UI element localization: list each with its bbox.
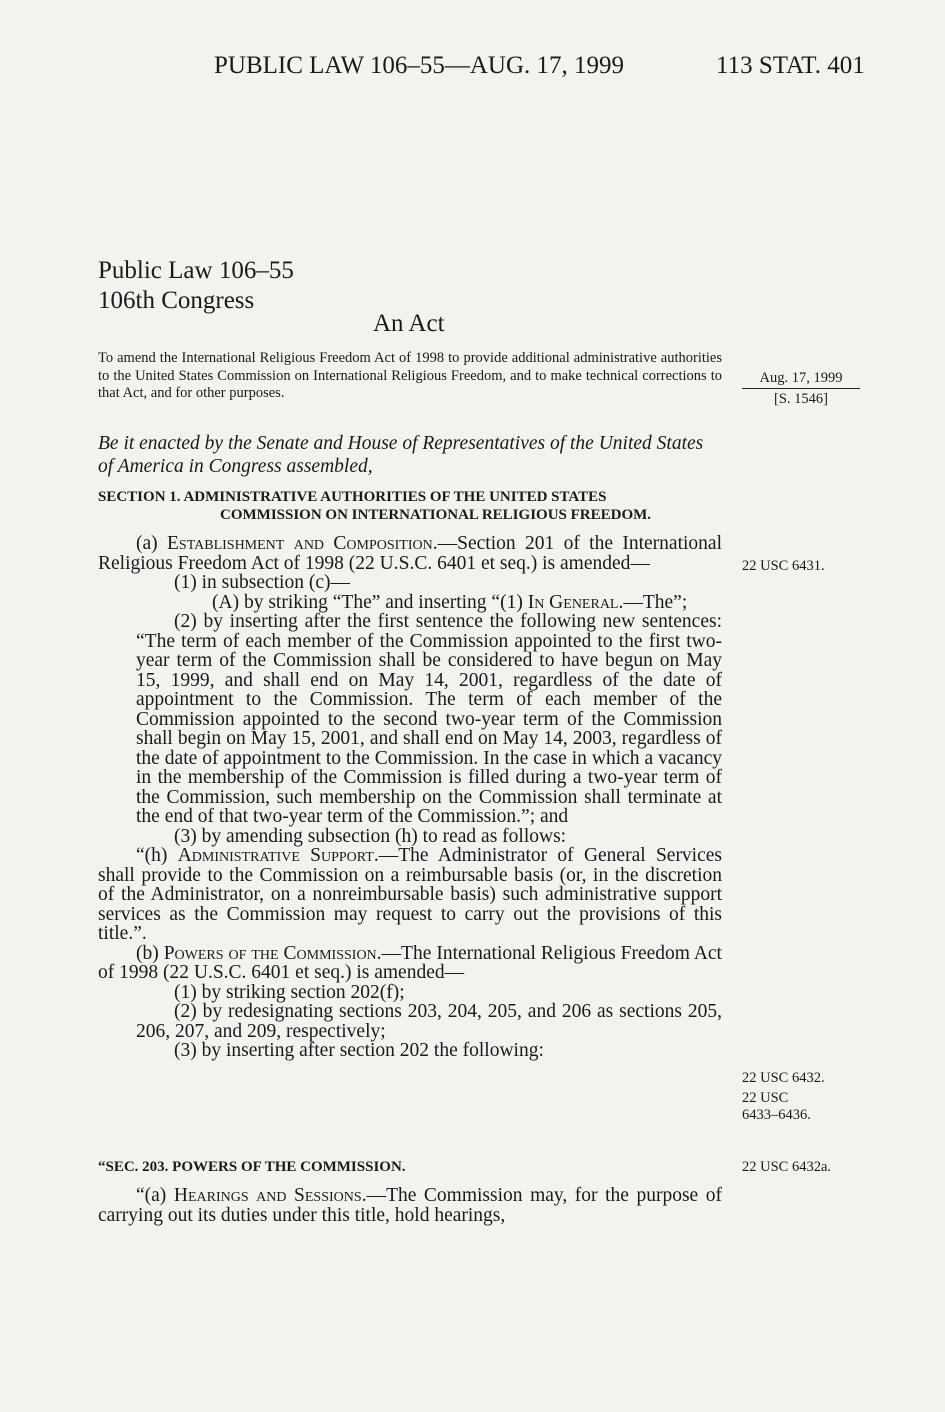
paragraph-b1: (1) by striking section 202(f); — [174, 981, 405, 1003]
margin-date: Aug. 17, 1999 — [759, 370, 843, 386]
margin-date-block — [742, 369, 860, 408]
section-1-body — [98, 534, 722, 1061]
paragraph-a1: (1) in subsection (c)— — [174, 572, 350, 593]
margin-note-6433-a: 22 USC — [742, 1090, 789, 1106]
enacting-clause: Be it enacted by the Senate and House of Representatives of the United States of America in Congress assembled, — [98, 433, 704, 477]
section-1-heading-line2: COMMISSION ON INTERNATIONAL RELIGIOUS FREEDOM. — [220, 507, 652, 523]
act-title: An Act — [373, 310, 445, 337]
subsection-h-caption: Administrative Support — [177, 845, 374, 866]
section-203-body — [98, 1186, 722, 1226]
margin-bill-number: [S. 1546] — [774, 391, 828, 407]
margin-divider — [742, 388, 860, 389]
purpose-statement: To amend the International Religious Freedom Act of 1998 to provide additional administrative authorities to the United States Commission on International Religious Freedom, and to make technical corrections to that Act, and for other purposes. — [98, 350, 722, 401]
paragraph-a2: (2) by inserting after the first sentence the following new sentences: “The term of each member of the Commission appointed to the first two-year term of the Commission shall be considered to have begun on May 15, 1999, and shall end on May 14, 2001, regardless of the date of appointment to the Commission. The term of each member of the Commission appointed to the second two-year term of the Commission shall begin on May 15, 2001, and shall end on May 14, 2003, regardless of the date of appointment to the Commission. In the case in which a vacancy in the membership of the Commission is filled during a two-year term of the Commission, such membership on the Commission shall terminate at the end of that two-year term of the Commission.”; and — [136, 611, 722, 827]
law-designation — [98, 256, 294, 316]
subsection-b-caption: Powers of the Commission — [163, 942, 377, 964]
paragraph-b2: (2) by redesignating sections 203, 204, 205, and 206 as sections 205, 206, 207, and 209, respectively; — [136, 1001, 722, 1042]
subsection-a: (a) Establishment and Composition.—Section 201 of the International Religious Freedom Act of 1998 (22 U.S.C. 6401 et seq.) is amended— — [98, 533, 722, 574]
section-1-heading-line1: SECTION 1. ADMINISTRATIVE AUTHORITIES OF THE UNITED STATES — [98, 489, 607, 505]
section-1-heading — [98, 488, 722, 524]
subsection-b: (b) Powers of the Commission.—The International Religious Freedom Act of 1998 (22 U.S.C. 6401 et seq.) is amended— — [98, 942, 722, 983]
paragraph-b3: (3) by inserting after section 202 the following: — [174, 1040, 544, 1061]
margin-note-6431: 22 USC 6431. — [742, 558, 825, 574]
public-law-number: Public Law 106–55 — [98, 257, 294, 284]
section-203-subsection-a-caption: Hearings and Sessions — [173, 1185, 362, 1206]
header-stat-page: 113 STAT. 401 — [716, 52, 865, 79]
margin-note-6432: 22 USC 6432. — [742, 1070, 825, 1086]
subsection-h: “(h) Administrative Support.—The Administrator of General Services shall provide to the Commission on a reimbursable basis (or, in the discretion of the Administrator, on a nonreimbursable basis) such administrative support services as the Commission may request to carry out the provisions of this title.”. — [98, 845, 722, 944]
header-law-date: PUBLIC LAW 106–55—AUG. 17, 1999 — [214, 52, 625, 79]
congress-number: 106th Congress — [98, 287, 255, 314]
paragraph-a3: (3) by amending subsection (h) to read as follows: — [174, 825, 567, 847]
margin-note-6432a: 22 USC 6432a. — [742, 1159, 832, 1175]
margin-note-6433-b: 6433–6436. — [742, 1107, 811, 1123]
section-203-subsection-a: “(a) Hearings and Sessions.—The Commission may, for the purpose of carrying out its duties under this title, hold hearings, — [98, 1185, 722, 1226]
subsection-a-caption: Establishment and Composition — [167, 533, 433, 554]
subparagraph-aA: (A) by striking “The” and inserting “(1) In General.—The”; — [212, 591, 688, 613]
section-203-heading: “SEC. 203. POWERS OF THE COMMISSION. — [98, 1159, 406, 1175]
page-header — [0, 52, 945, 86]
subparagraph-aA-caption: In General — [527, 591, 619, 613]
